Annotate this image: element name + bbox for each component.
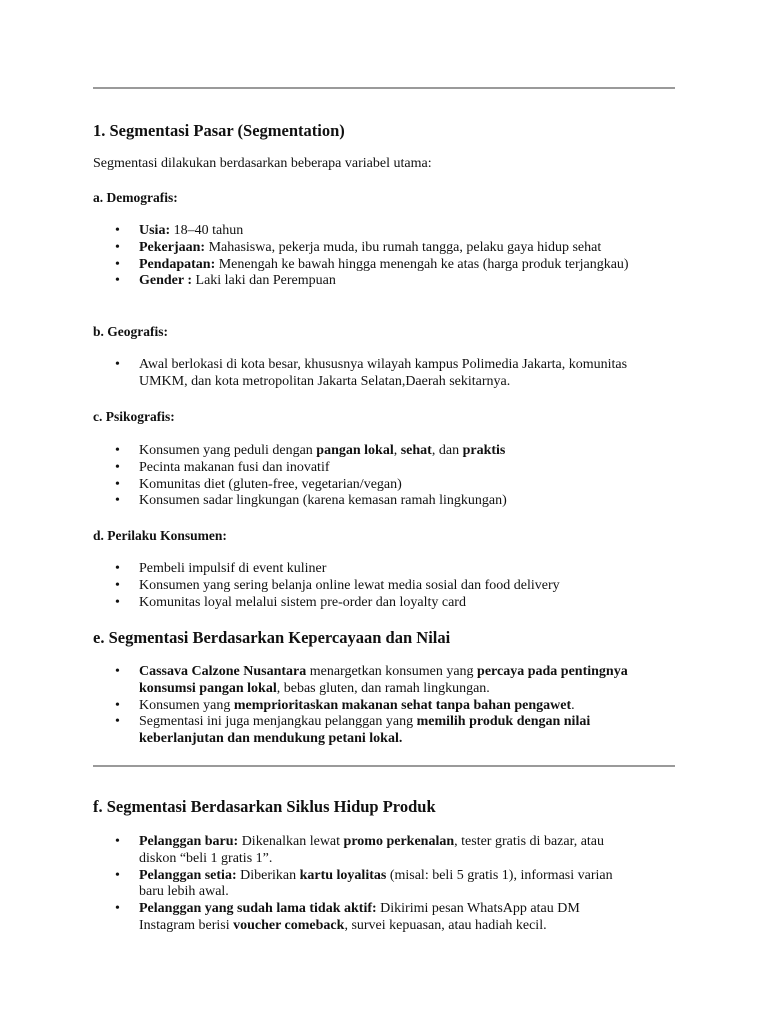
bullet-icon: • xyxy=(115,834,120,849)
list-item xyxy=(93,443,633,460)
perilaku-list xyxy=(93,561,633,611)
list-item xyxy=(93,834,633,868)
psikografis-heading: c. Psikografis: xyxy=(93,409,175,424)
list-item xyxy=(93,357,633,391)
bullet-icon: • xyxy=(115,443,120,458)
list-item xyxy=(93,595,633,612)
list-item xyxy=(93,714,633,748)
item-text: Komunitas diet (gluten-free, vegetarian/vegan) xyxy=(139,476,402,492)
list-item xyxy=(93,223,633,240)
list-item xyxy=(93,493,633,510)
section-e-title: e. Segmentasi Berdasarkan Kepercayaan dan Nilai xyxy=(93,628,451,647)
list-item xyxy=(93,664,633,698)
list-item xyxy=(93,477,633,494)
list-item xyxy=(93,901,633,935)
item-text: Laki laki dan Perempuan xyxy=(192,273,336,289)
item-emphasis: praktis xyxy=(462,443,506,458)
list-item xyxy=(93,868,633,902)
bullet-icon: • xyxy=(115,476,120,492)
item-text: Diberikan xyxy=(236,867,300,883)
list-item xyxy=(93,273,633,290)
bullet-icon: • xyxy=(115,256,120,272)
list-item xyxy=(93,460,633,477)
item-label: Gender : xyxy=(139,273,193,289)
item-emphasis: sehat xyxy=(400,443,432,458)
top-divider xyxy=(93,87,675,89)
item-emphasis: percaya pada pentingnya konsumsi pangan lokal xyxy=(139,664,628,696)
bullet-icon: • xyxy=(115,867,120,883)
list-item xyxy=(93,257,633,274)
item-text: Dikenalkan lewat xyxy=(238,834,344,849)
bullet-icon: • xyxy=(115,459,120,475)
item-text: Konsumen yang sering belanja online lewat media sosial dan food delivery xyxy=(139,577,560,593)
item-text: , survei kepuasan, atau hadiah kecil. xyxy=(344,917,547,933)
item-text: menargetkan konsumen yang xyxy=(306,664,478,679)
bullet-icon: • xyxy=(115,357,120,372)
item-text: Dikirimi pesan WhatsApp atau DM Instagram berisi xyxy=(139,901,580,933)
item-text: Konsumen yang xyxy=(139,697,234,713)
item-label: Pekerjaan: xyxy=(139,239,206,255)
bullet-icon: • xyxy=(115,697,120,713)
item-text: Segmentasi ini juga menjangkau pelanggan yang xyxy=(139,714,417,730)
item-text: Menengah ke bawah hingga menengah ke atas (harga produk terjangkau) xyxy=(215,256,629,272)
item-text: Pecinta makanan fusi dan inovatif xyxy=(139,459,330,475)
list-item xyxy=(93,698,633,715)
list-item xyxy=(93,240,633,257)
section-1-intro: Segmentasi dilakukan berdasarkan beberapa variabel utama: xyxy=(93,156,432,171)
demografis-heading: a. Demografis: xyxy=(93,190,178,205)
section-f-title: f. Segmentasi Berdasarkan Siklus Hidup Produk xyxy=(93,797,436,816)
list-item xyxy=(93,561,633,578)
item-text: Pembeli impulsif di event kuliner xyxy=(139,561,327,576)
item-emphasis: Cassava Calzone Nusantara xyxy=(139,664,307,679)
item-text: , xyxy=(393,443,401,458)
psikografis-list xyxy=(93,443,633,510)
item-emphasis: memprioritaskan makanan sehat tanpa bahan pengawet xyxy=(233,697,572,713)
item-emphasis: memilih produk dengan nilai keberlanjutan dan mendukung petani lokal. xyxy=(139,714,591,747)
item-text: . xyxy=(571,697,575,713)
bullet-icon: • xyxy=(115,239,120,255)
siklus-list xyxy=(93,834,633,935)
middle-divider xyxy=(93,765,675,767)
list-item xyxy=(93,578,633,595)
item-label: Pendapatan: xyxy=(139,256,216,272)
item-emphasis: Pelanggan baru: xyxy=(139,834,239,849)
item-text: Komunitas loyal melalui sistem pre-order dan loyalty card xyxy=(139,594,466,610)
bullet-icon: • xyxy=(115,664,120,679)
bullet-icon: • xyxy=(115,901,120,917)
section-1-title: 1. Segmentasi Pasar (Segmentation) xyxy=(93,121,345,140)
item-text: 18–40 tahun xyxy=(170,223,244,238)
item-text: , dan xyxy=(431,443,463,458)
item-text: , bebas gluten, dan ramah lingkungan. xyxy=(276,680,490,696)
item-emphasis: Pelanggan yang sudah lama tidak aktif: xyxy=(139,901,377,917)
item-text: Konsumen sadar lingkungan (karena kemasan ramah lingkungan) xyxy=(139,493,507,509)
bullet-icon: • xyxy=(115,714,120,730)
item-text: Mahasiswa, pekerja muda, ibu rumah tangga, pelaku gaya hidup sehat xyxy=(205,239,602,255)
item-text: , tester gratis di bazar, atau diskon “beli 1 gratis 1”. xyxy=(139,834,605,866)
bullet-icon: • xyxy=(115,493,120,509)
demografis-list xyxy=(93,223,633,290)
item-text: (misal: beli 5 gratis 1), informasi varian baru lebih awal. xyxy=(139,867,613,900)
item-emphasis: promo perkenalan xyxy=(343,834,455,849)
bullet-icon: • xyxy=(115,561,120,576)
item-text: Konsumen yang peduli dengan xyxy=(139,443,317,458)
item-emphasis: pangan lokal xyxy=(316,443,394,458)
bullet-icon: • xyxy=(115,273,120,289)
item-label: Usia: xyxy=(139,223,171,238)
bullet-icon: • xyxy=(115,594,120,610)
item-emphasis: voucher comeback xyxy=(233,917,345,933)
item-emphasis: kartu loyalitas xyxy=(299,867,387,883)
item-emphasis: Pelanggan setia: xyxy=(139,867,237,883)
perilaku-heading: d. Perilaku Konsumen: xyxy=(93,528,227,543)
bullet-icon: • xyxy=(115,577,120,593)
item-text: Awal berlokasi di kota besar, khususnya wilayah kampus Polimedia Jakarta, komunitas UMKM, dan kota metropolitan Jakarta Selatan,Daerah sekitarnya. xyxy=(139,357,628,389)
kepercayaan-list xyxy=(93,664,633,748)
geografis-list xyxy=(93,357,633,391)
geografis-heading: b. Geografis: xyxy=(93,324,168,339)
bullet-icon: • xyxy=(115,223,120,238)
